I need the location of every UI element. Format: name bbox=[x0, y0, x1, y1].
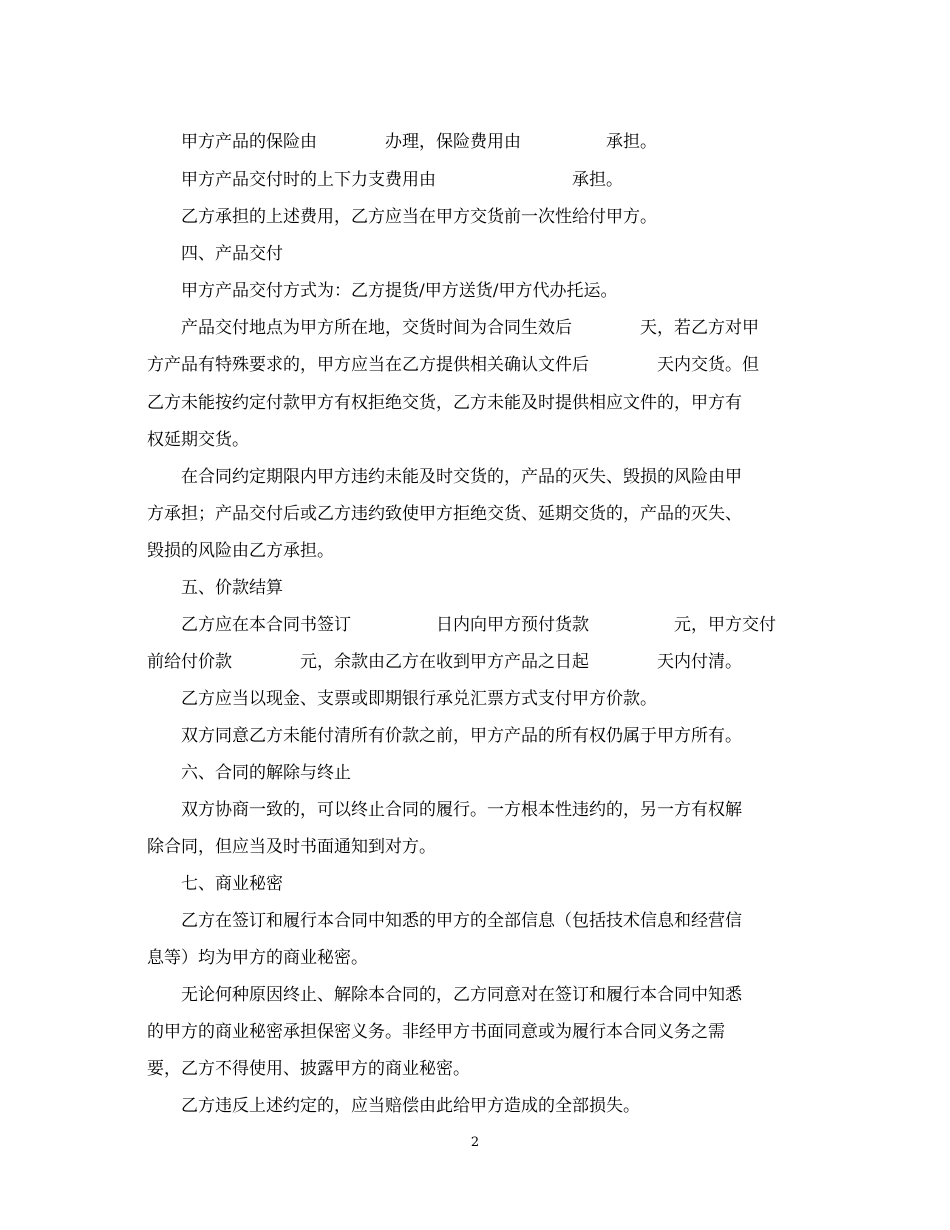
text-line: 在合同约定期限内甲方违约未能及时交货的，产品的灭失、毁损的风险由甲 bbox=[181, 467, 742, 487]
text-line: 乙方未能按约定付款甲方有权拒绝交货，乙方未能及时提供相应文件的，甲方有 bbox=[147, 393, 742, 413]
text-line: 的甲方的商业秘密承担保密义务。非经甲方书面同意或为履行本合同义务之需 bbox=[147, 1022, 725, 1042]
text-line: 乙方违反上述约定的，应当赔偿由此给甲方造成的全部损失。 bbox=[181, 1096, 640, 1116]
text-line: 甲方产品交付时的上下力支费用由 承担。 bbox=[181, 170, 623, 190]
page-number: 2 bbox=[470, 1135, 480, 1150]
text-line: 权延期交货。 bbox=[147, 430, 249, 450]
text-line: 毁损的风险由乙方承担。 bbox=[147, 541, 334, 561]
text-line: 乙方承担的上述费用，乙方应当在甲方交货前一次性给付甲方。 bbox=[181, 207, 657, 227]
text-line: 双方同意乙方未能付清所有价款之前，甲方产品的所有权仍属于甲方所有。 bbox=[181, 726, 742, 746]
text-line: 乙方应在本合同书签订 日内向甲方预付货款 元，甲方交付 bbox=[181, 615, 776, 635]
text-line: 要，乙方不得使用、披露甲方的商业秘密。 bbox=[147, 1059, 470, 1079]
text-line: 方承担；产品交付后或乙方违约致使甲方拒绝交货、延期交货的，产品的灭失、 bbox=[147, 504, 742, 524]
section-heading: 五、价款结算 bbox=[181, 578, 283, 598]
text-line: 前给付价款 元，余款由乙方在收到甲方产品之日起 天内付清。 bbox=[147, 652, 742, 672]
text-line: 乙方在签订和履行本合同中知悉的甲方的全部信息（包括技术信息和经营信 bbox=[181, 911, 742, 931]
text-line: 除合同，但应当及时书面通知到对方。 bbox=[147, 837, 436, 857]
text-line: 甲方产品的保险由 办理，保险费用由 承担。 bbox=[181, 132, 657, 152]
text-line: 息等）均为甲方的商业秘密。 bbox=[147, 948, 368, 968]
text-line: 甲方产品交付方式为：乙方提货/甲方送货/甲方代办托运。 bbox=[181, 281, 618, 301]
text-line: 双方协商一致的，可以终止合同的履行。一方根本性违约的，另一方有权解 bbox=[181, 800, 742, 820]
text-line: 乙方应当以现金、支票或即期银行承兑汇票方式支付甲方价款。 bbox=[181, 689, 657, 709]
text-line: 方产品有特殊要求的，甲方应当在乙方提供相关确认文件后 天内交货。但 bbox=[147, 355, 759, 375]
text-line: 产品交付地点为甲方所在地，交货时间为合同生效后 天，若乙方对甲 bbox=[181, 318, 759, 338]
section-heading: 六、合同的解除与终止 bbox=[181, 763, 351, 783]
text-line: 无论何种原因终止、解除本合同的，乙方同意对在签订和履行本合同中知悉 bbox=[181, 985, 742, 1005]
section-heading: 四、产品交付 bbox=[181, 244, 283, 264]
section-heading: 七、商业秘密 bbox=[181, 874, 283, 894]
